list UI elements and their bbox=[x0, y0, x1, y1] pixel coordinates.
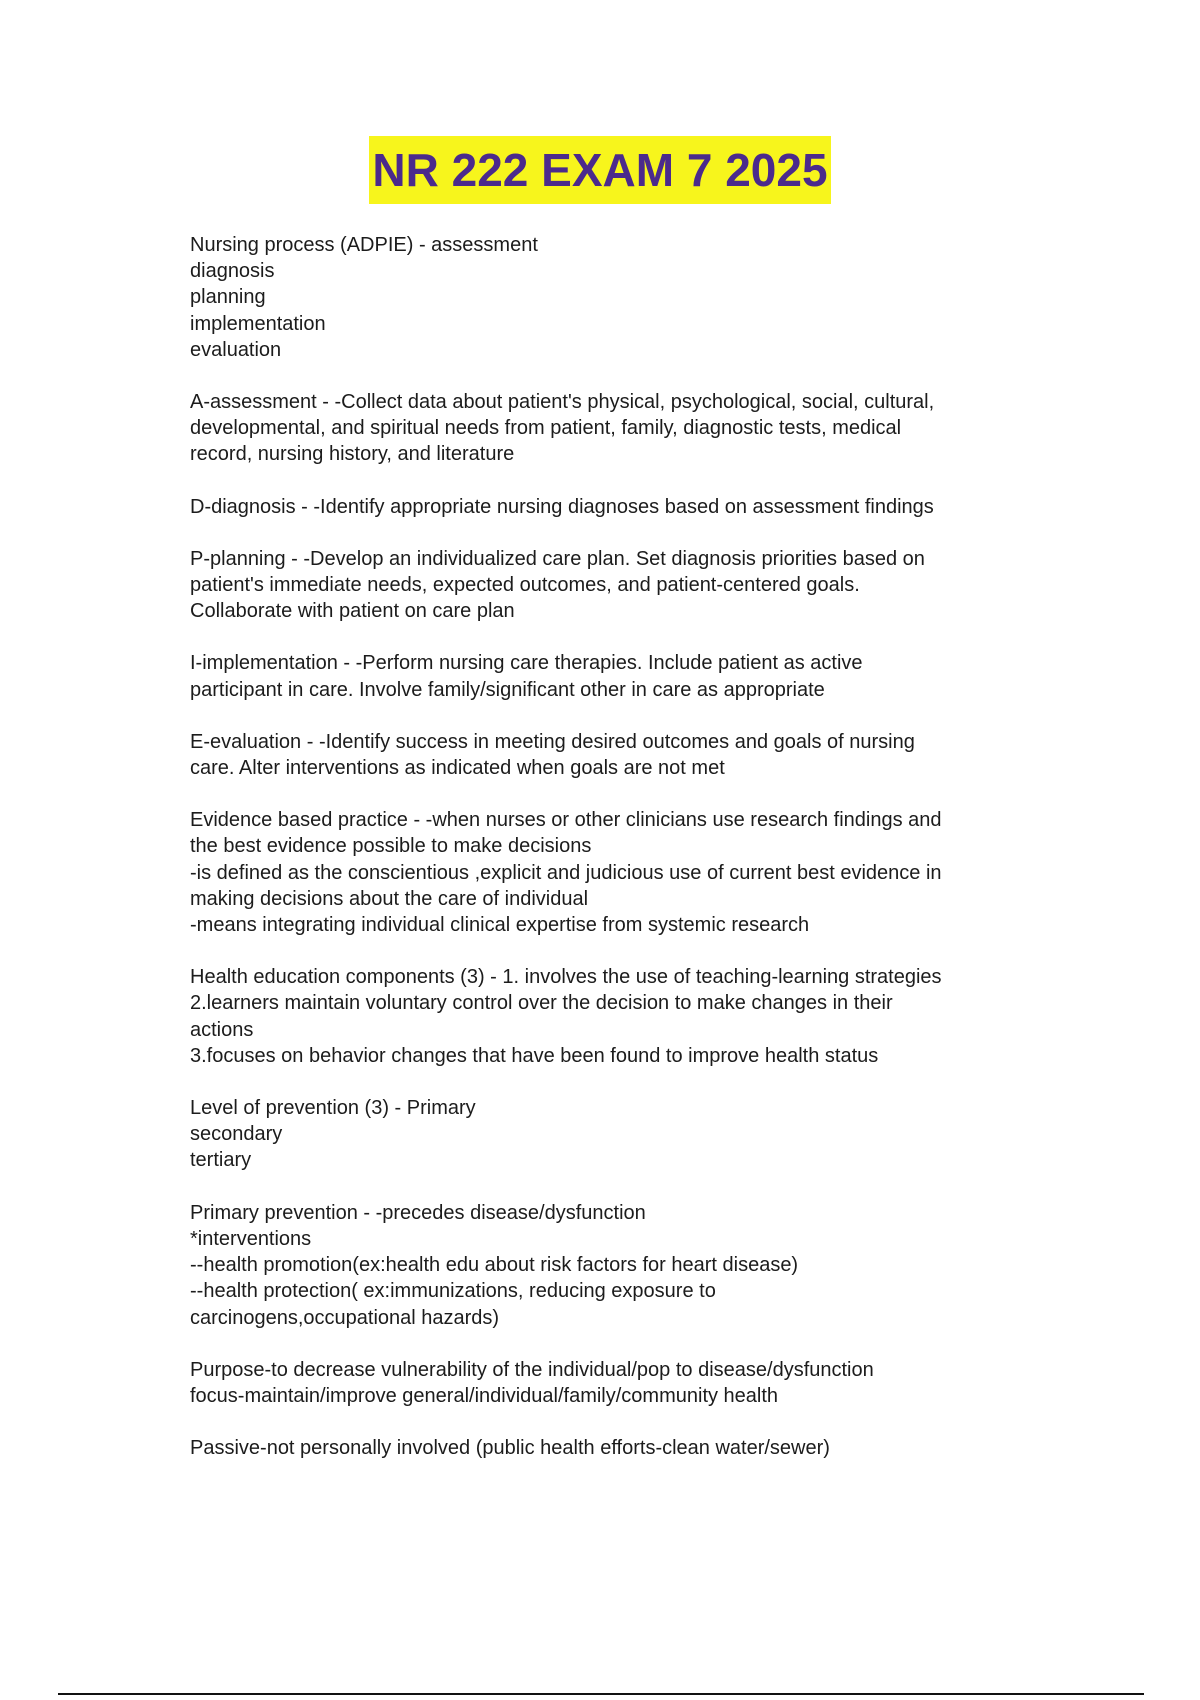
paragraph bbox=[190, 650, 1070, 702]
paragraph-line: Passive-not personally involved (public health efforts-clean water/sewer) bbox=[190, 1437, 830, 1460]
paragraph-line: making decisions about the care of individual bbox=[190, 887, 589, 910]
paragraph-line: -means integrating individual clinical expertise from systemic research bbox=[190, 914, 810, 937]
paragraph-line: P-planning - -Develop an individualized care plan. Set diagnosis priorities based on bbox=[190, 547, 925, 570]
paragraph-line: D-diagnosis - -Identify appropriate nursing diagnoses based on assessment findings bbox=[190, 495, 934, 518]
paragraph-line: focus-maintain/improve general/individual/family/community health bbox=[190, 1384, 779, 1407]
paragraph-line: patient's immediate needs, expected outcomes, and patient-centered goals. bbox=[190, 574, 860, 597]
paragraph bbox=[190, 1200, 1070, 1331]
paragraph-line: A-assessment - -Collect data about patient's physical, psychological, social, cultural, bbox=[190, 391, 935, 414]
paragraph-line: planning bbox=[190, 286, 266, 309]
paragraph-line: *interventions bbox=[190, 1227, 312, 1250]
paragraph bbox=[190, 389, 1070, 468]
paragraph-line: 2.learners maintain voluntary control over the decision to make changes in their bbox=[190, 992, 893, 1015]
paragraph-line: --health protection( ex:immunizations, reducing exposure to bbox=[190, 1280, 716, 1303]
paragraph-line: secondary bbox=[190, 1123, 283, 1146]
paragraph-line: care. Alter interventions as indicated when goals are not met bbox=[190, 757, 725, 780]
paragraph-line: implementation bbox=[190, 312, 326, 335]
paragraph bbox=[190, 729, 1070, 781]
document-body bbox=[190, 232, 1070, 1487]
paragraph-line: I-implementation - -Perform nursing care therapies. Include patient as active bbox=[190, 652, 863, 675]
paragraph-line: diagnosis bbox=[190, 260, 275, 283]
paragraph bbox=[190, 232, 1070, 363]
paragraph-line: Nursing process (ADPIE) - assessment bbox=[190, 234, 538, 256]
paragraph-line: 3.focuses on behavior changes that have been found to improve health status bbox=[190, 1044, 879, 1067]
paragraph bbox=[190, 546, 1070, 625]
paragraph-line: evaluation bbox=[190, 338, 282, 361]
paragraph-line: Evidence based practice - -when nurses or other clinicians use research findings and bbox=[190, 809, 942, 832]
paragraph-line: Health education components (3) - 1. involves the use of teaching-learning strategies bbox=[190, 966, 942, 989]
paragraph-line: Purpose-to decrease vulnerability of the individual/pop to disease/dysfunction bbox=[190, 1358, 874, 1381]
paragraph-line: developmental, and spiritual needs from patient, family, diagnostic tests, medical bbox=[190, 417, 902, 440]
bottom-rule bbox=[58, 1693, 1144, 1695]
paragraph bbox=[190, 1435, 1070, 1461]
title-container bbox=[0, 136, 1200, 204]
paragraph bbox=[190, 1095, 1070, 1174]
paragraph-line: -is defined as the conscientious ,explicit and judicious use of current best evidence in bbox=[190, 861, 942, 884]
document-title: NR 222 EXAM 7 2025 bbox=[369, 136, 830, 204]
paragraph-line: carcinogens,occupational hazards) bbox=[190, 1306, 500, 1329]
paragraph-line: the best evidence possible to make decisions bbox=[190, 835, 592, 858]
paragraph-line: tertiary bbox=[190, 1149, 252, 1172]
paragraph-line: participant in care. Involve family/significant other in care as appropriate bbox=[190, 678, 825, 701]
paragraph-line: Level of prevention (3) - Primary bbox=[190, 1097, 476, 1120]
paragraph-line: actions bbox=[190, 1018, 254, 1041]
paragraph bbox=[190, 1357, 1070, 1409]
paragraph-line: --health promotion(ex:health edu about risk factors for heart disease) bbox=[190, 1254, 799, 1277]
paragraph-line: Primary prevention - -precedes disease/dysfunction bbox=[190, 1201, 646, 1224]
paragraph-line: Collaborate with patient on care plan bbox=[190, 600, 515, 623]
paragraph bbox=[190, 494, 1070, 520]
paragraph-line: record, nursing history, and literature bbox=[190, 443, 515, 466]
paragraph bbox=[190, 964, 1070, 1069]
paragraph bbox=[190, 807, 1070, 938]
paragraph-line: E-evaluation - -Identify success in meeting desired outcomes and goals of nursing bbox=[190, 730, 915, 753]
